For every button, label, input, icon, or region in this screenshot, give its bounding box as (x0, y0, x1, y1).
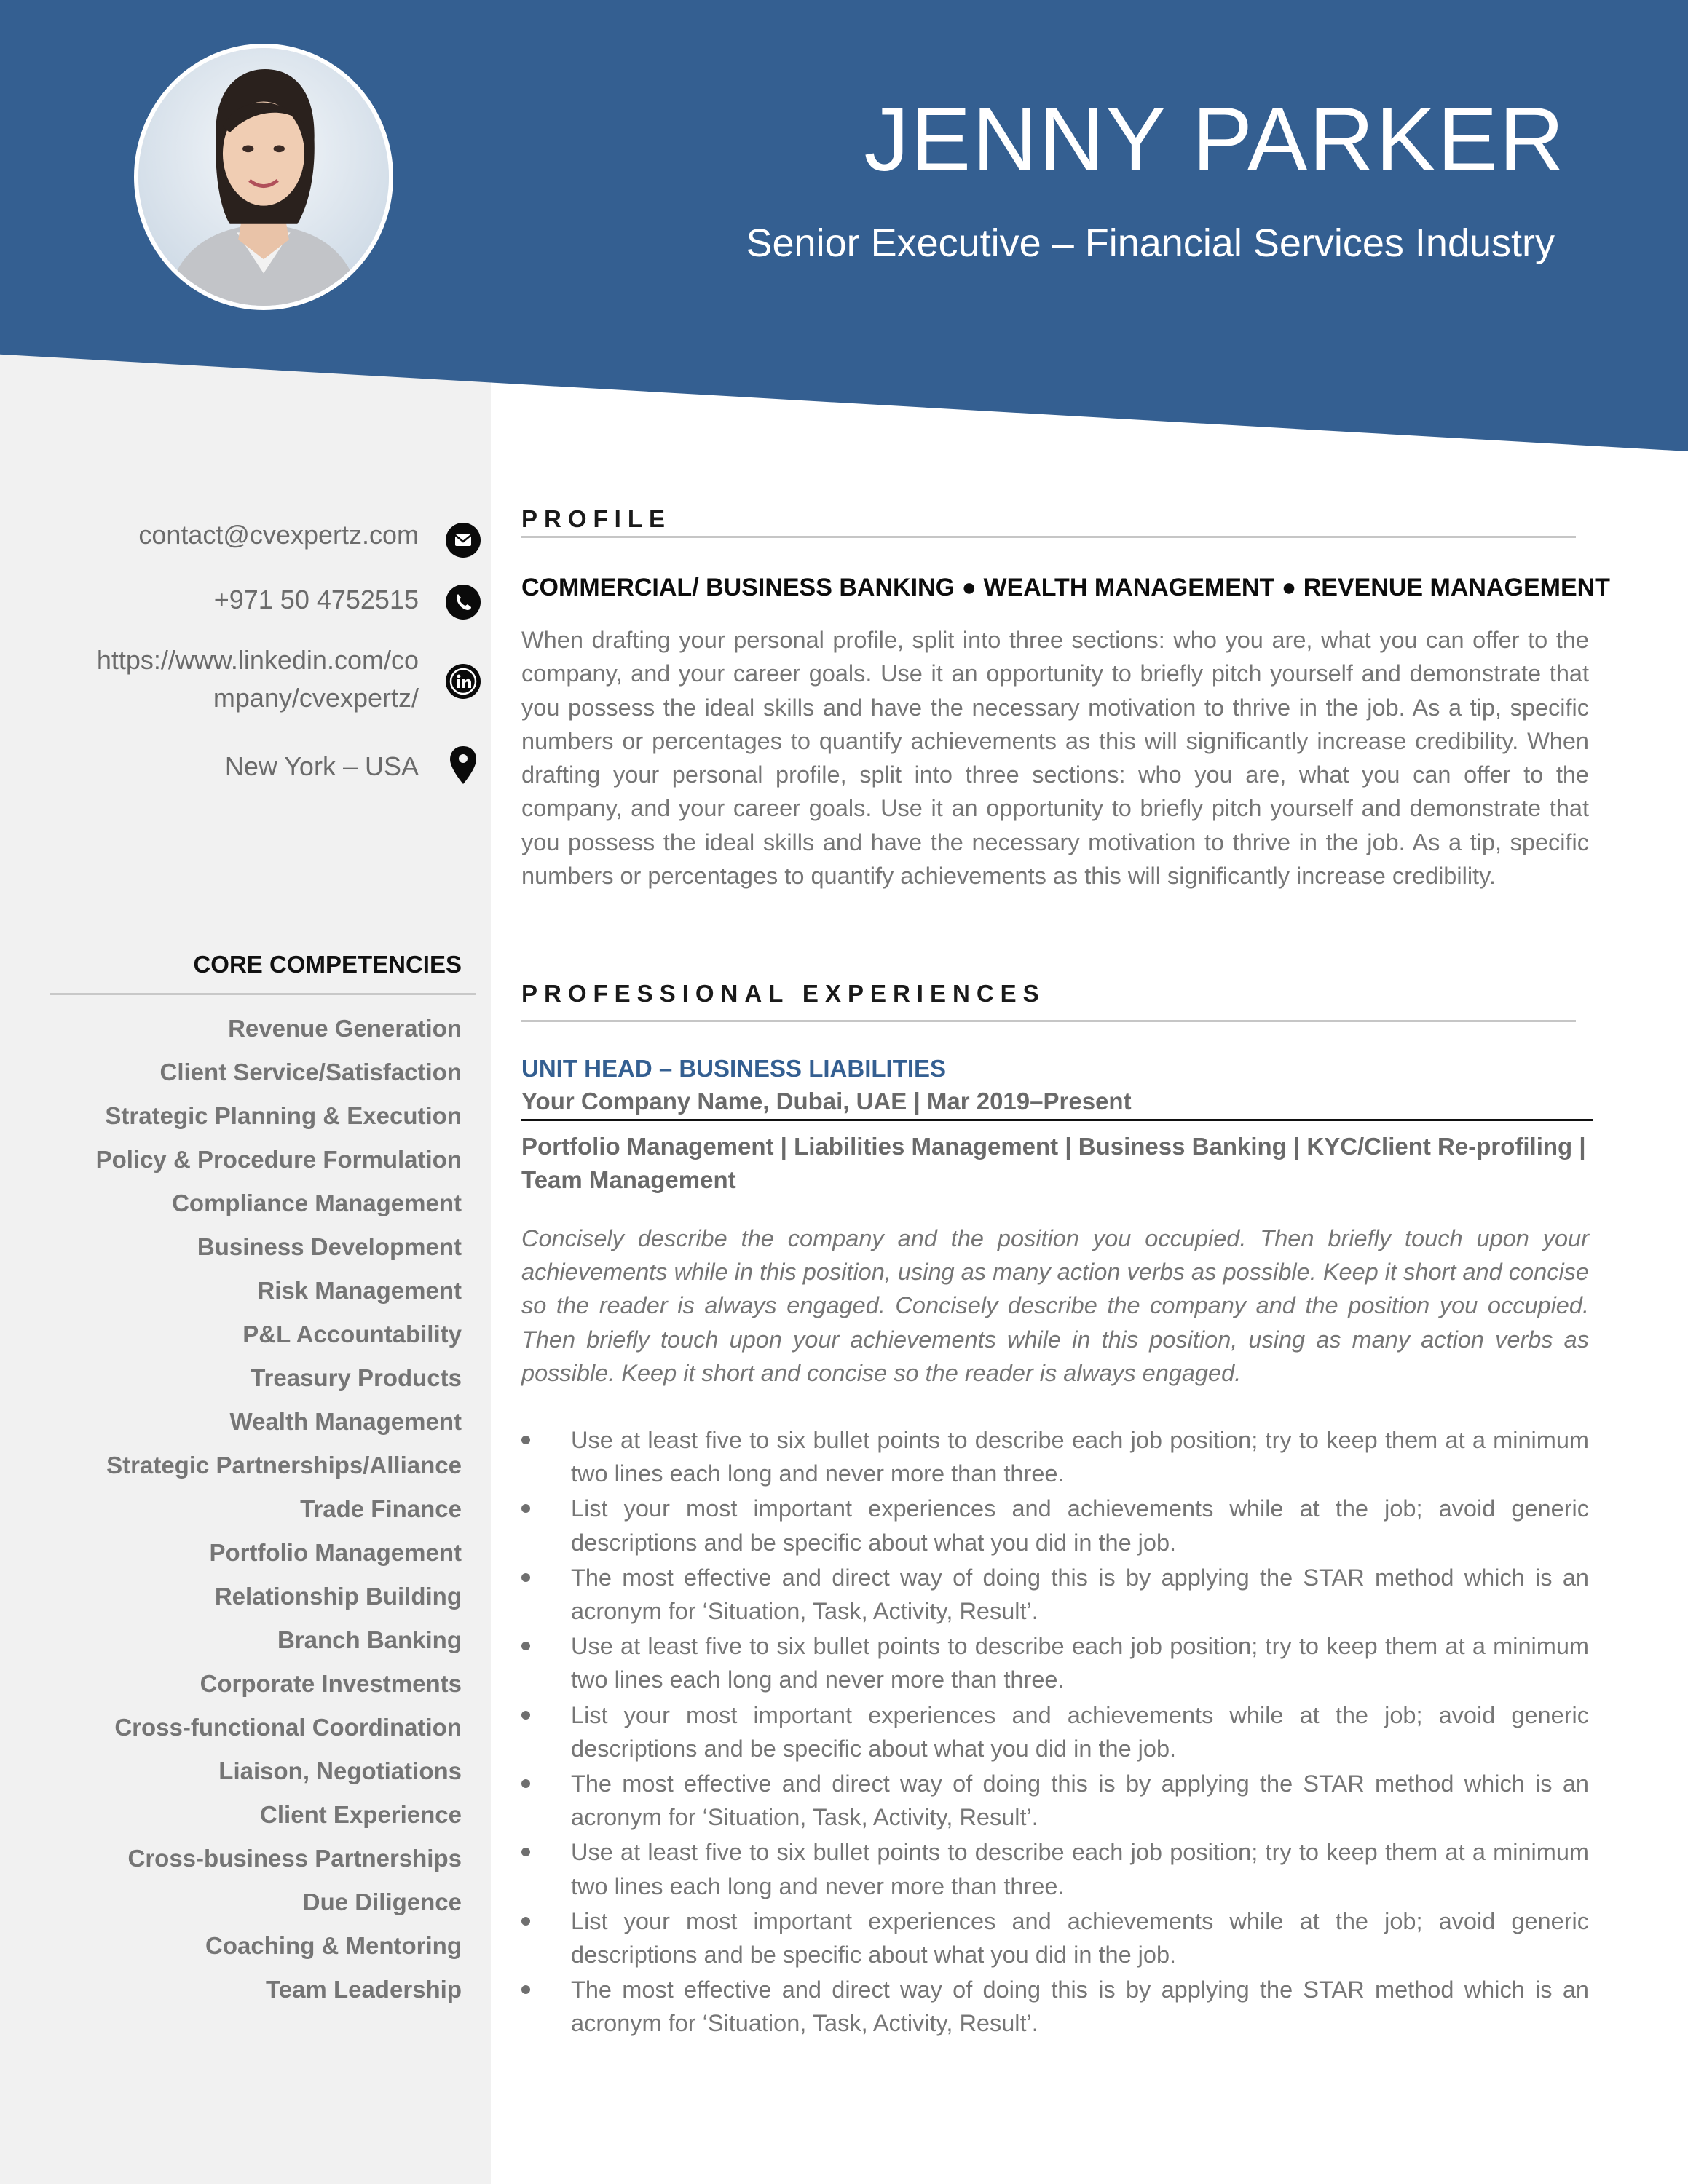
bullet-dot-icon (521, 1917, 530, 1926)
headline-separator: ● (1281, 574, 1297, 601)
competency-item: Trade Finance (300, 1495, 462, 1522)
job-bullet (521, 1423, 1589, 1490)
competency-item: Relationship Building (214, 1583, 462, 1610)
linkedin-line-2: mpany/cvexpertz/ (213, 683, 419, 713)
competency-item: Coaching & Mentoring (205, 1932, 462, 1959)
job-bullet (521, 1629, 1589, 1696)
competency-item: Liaison, Negotiations (218, 1757, 462, 1784)
competency-item: Client Service/Satisfaction (159, 1059, 462, 1085)
competency-item: Policy & Procedure Formulation (95, 1146, 462, 1173)
job-bullet (521, 1492, 1589, 1559)
job-bullet (521, 1698, 1589, 1765)
profile-divider (521, 536, 1576, 538)
competency-item: Team Leadership (266, 1976, 462, 2003)
bullet-text: Use at least five to six bullet points to describe each job position; try to keep them at a minimum two lines each long and never more than three. (571, 1427, 1589, 1487)
bullet-dot-icon (521, 1985, 530, 1994)
bullet-dot-icon (521, 1436, 530, 1444)
competency-item: Strategic Planning & Execution (105, 1102, 462, 1129)
contact-linkedin[interactable] (97, 641, 419, 717)
job-divider (521, 1119, 1593, 1121)
job-description: Concisely describe the company and the position you occupied. Then briefly touch upon your achievements while in this position, using as many action verbs as possible. Keep it short and concise so the reader is always engaged. Concisely describe the company and the position you occupied. Then briefly touch upon your achievements while in this position, using as many action verbs as possible. Keep it short and concise so the reader is always engaged. (521, 1225, 1589, 1386)
core-competencies-divider (50, 993, 476, 995)
job-bullet (521, 1904, 1589, 1971)
bullet-dot-icon (521, 1573, 530, 1582)
competency-item: Branch Banking (277, 1626, 462, 1653)
contact-location: New York – USA (224, 751, 419, 781)
bullet-dot-icon (521, 1711, 530, 1720)
candidate-subtitle: Senior Executive – Financial Services Industry (746, 221, 1555, 265)
bullet-text: The most effective and direct way of doing this is by applying the STAR method which is an acronym for ‘Situation, Task, Activity, Result’. (571, 1770, 1589, 1831)
job-bullet (521, 1561, 1589, 1628)
headline-part: WEALTH MANAGEMENT (983, 574, 1275, 601)
competency-item: Compliance Management (172, 1190, 462, 1216)
competency-item: Risk Management (257, 1277, 462, 1304)
location-pin-icon (446, 745, 481, 780)
competency-item: Corporate Investments (200, 1670, 462, 1697)
competency-item: Cross-business Partnerships (127, 1845, 462, 1872)
job-bullet (521, 1767, 1589, 1834)
bullet-text: The most effective and direct way of doing this is by applying the STAR method which is an acronym for ‘Situation, Task, Activity, Result’. (571, 1977, 1589, 2037)
linkedin-icon (446, 664, 481, 699)
core-competencies-list (96, 1007, 462, 2011)
competency-item: Client Experience (260, 1801, 462, 1828)
competency-item: P&L Accountability (242, 1321, 462, 1348)
competency-item: Portfolio Management (209, 1539, 462, 1566)
job-bullet (521, 1835, 1589, 1902)
job-title: UNIT HEAD – BUSINESS LIABILITIES (521, 1055, 947, 1082)
headline-part: COMMERCIAL/ BUSINESS BANKING (521, 574, 955, 601)
bullet-text: Use at least five to six bullet points to describe each job position; try to keep them at a minimum two lines each long and never more than three. (571, 1633, 1589, 1693)
bullet-text: List your most important experiences and achievements while at the job; avoid generic descriptions and be specific about what you did in the job. (571, 1701, 1589, 1762)
bullet-dot-icon (521, 1848, 530, 1856)
profile-headline (521, 571, 1610, 604)
email-icon (446, 523, 481, 558)
competency-item: Treasury Products (251, 1364, 462, 1391)
job-bullet-list (521, 1423, 1589, 2042)
headline-part: REVENUE MANAGEMENT (1303, 574, 1610, 601)
candidate-name: JENNY PARKER (864, 90, 1566, 190)
linkedin-line-1: https://www.linkedin.com/co (96, 645, 419, 675)
competency-item: Due Diligence (302, 1888, 462, 1915)
job-company: Your Company Name, Dubai, UAE | Mar 2019–Present (521, 1088, 1132, 1115)
experience-divider (521, 1020, 1576, 1022)
profile-section-title: PROFILE (521, 505, 672, 532)
job-bullet (521, 1973, 1589, 2040)
competency-item: Wealth Management (229, 1408, 462, 1435)
bullet-dot-icon (521, 1504, 530, 1513)
bullet-text: Use at least five to six bullet points to describe each job position; try to keep them at a minimum two lines each long and never more than three. (571, 1839, 1589, 1899)
contact-phone[interactable]: +971 50 4752515 (213, 585, 419, 614)
phone-icon (446, 585, 481, 620)
core-competencies-title: CORE COMPETENCIES (193, 951, 462, 978)
competency-item: Cross-functional Coordination (114, 1714, 462, 1741)
bullet-text: The most effective and direct way of doing this is by applying the STAR method which is an acronym for ‘Situation, Task, Activity, Result’. (571, 1564, 1589, 1625)
bullet-dot-icon (521, 1642, 530, 1650)
headline-separator: ● (961, 574, 977, 601)
competency-item: Business Development (197, 1233, 462, 1260)
job-skills: Portfolio Management | Liabilities Management | Business Banking | KYC/Client Re-profiling | Team Management (521, 1133, 1586, 1193)
profile-photo (134, 44, 393, 310)
contact-email[interactable]: contact@cvexpertz.com (138, 520, 419, 550)
profile-summary: When drafting your personal profile, split into three sections: who you are, what you can offer to the company, and your career goals. Use it an opportunity to briefly pitch yourself and demonstrate that you possess the ideal skills and have the necessary motivation to thrive in the job. As a tip, specific numbers or percentages to quantify achievements as this will significantly increase credibility. When drafting your personal profile, split into three sections: who you are, what you can offer to the company, and your career goals. Use it an opportunity to briefly pitch yourself and demonstrate that you possess the ideal skills and have the necessary motivation to thrive in the job. As a tip, specific numbers or percentages to quantify achievements as this will significantly increase credibility. (521, 627, 1589, 890)
bullet-text: List your most important experiences and achievements while at the job; avoid generic descriptions and be specific about what you did in the job. (571, 1495, 1589, 1556)
bullet-dot-icon (521, 1779, 530, 1788)
bullet-text: List your most important experiences and achievements while at the job; avoid generic descriptions and be specific about what you did in the job. (571, 1907, 1589, 1969)
competency-item: Revenue Generation (228, 1015, 462, 1042)
competency-item: Strategic Partnerships/Alliance (106, 1452, 462, 1479)
experience-section-title: PROFESSIONAL EXPERIENCES (521, 980, 1046, 1007)
